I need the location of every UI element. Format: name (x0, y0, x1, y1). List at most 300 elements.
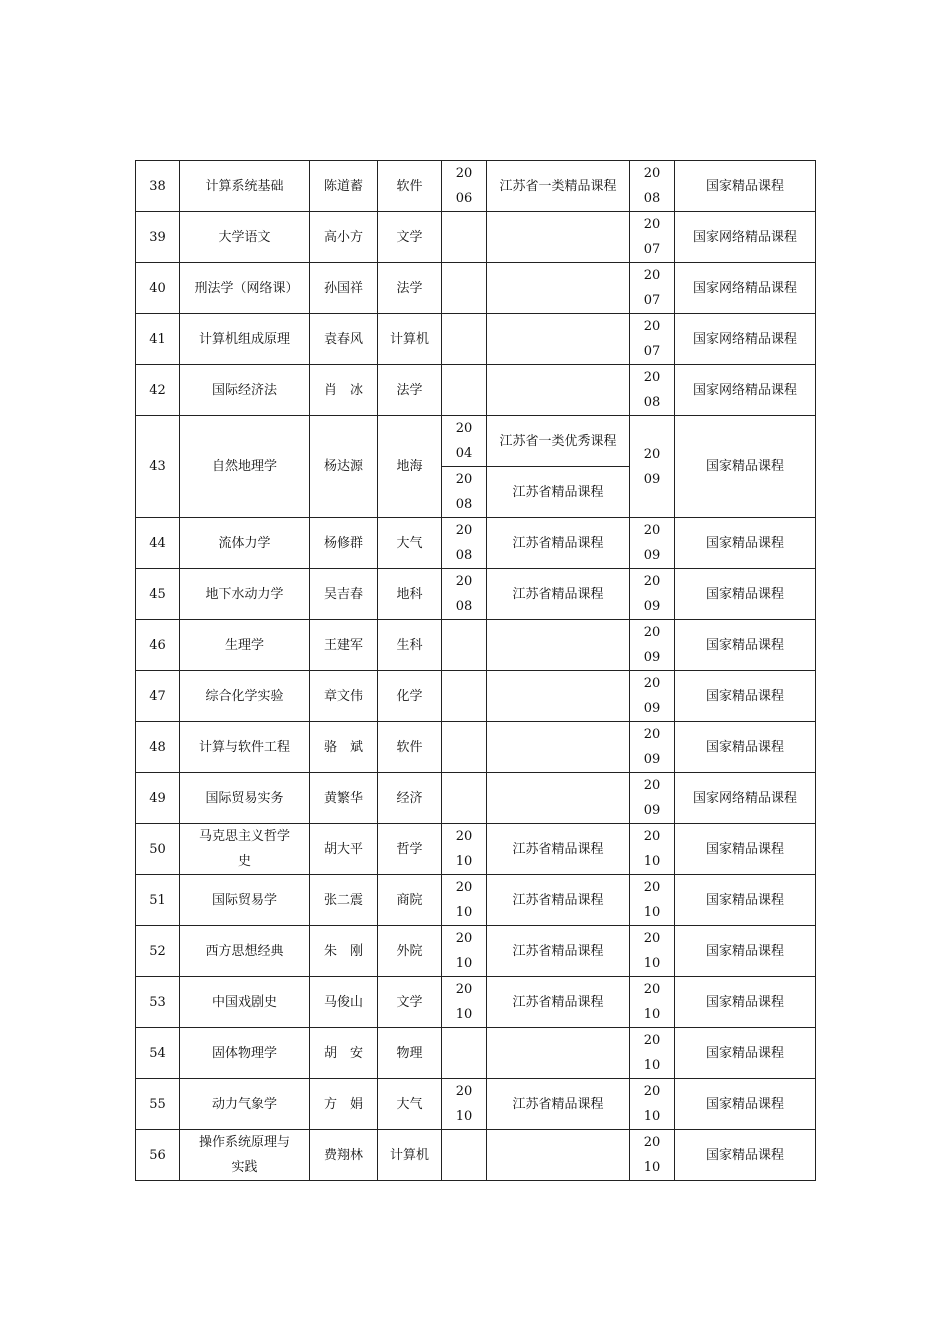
province-year (442, 977, 487, 1028)
national-level (675, 773, 816, 824)
teacher-name (310, 518, 378, 569)
province-level (487, 926, 630, 977)
row-number-text: 39 (149, 229, 166, 245)
province-level-text: 江苏省一类优秀课程 (499, 433, 617, 449)
row-number-text: 38 (149, 178, 166, 194)
department (378, 977, 442, 1028)
national-year (630, 263, 675, 314)
department-text: 计算机 (389, 1147, 429, 1163)
course-name-text: 大学语文 (218, 229, 271, 245)
row-number (136, 161, 180, 212)
department (378, 671, 442, 722)
province-year-text: 2008 (455, 472, 473, 512)
province-year-text: 2008 (455, 574, 473, 614)
national-year (630, 365, 675, 416)
table-row (136, 263, 816, 314)
row-number (136, 212, 180, 263)
department (378, 569, 442, 620)
province-year (442, 620, 487, 671)
table-row (136, 314, 816, 365)
teacher-name-text: 高小方 (323, 229, 363, 245)
national-year-text: 2010 (643, 931, 661, 971)
national-year-text: 2007 (643, 319, 661, 359)
teacher-name (310, 1028, 378, 1079)
province-level (487, 263, 630, 314)
teacher-name-text: 朱 刚 (323, 943, 363, 959)
course-name-text: 刑法学（网络课） (194, 280, 299, 296)
national-year (630, 722, 675, 773)
national-level-text: 国家精品课程 (705, 892, 784, 908)
national-year-text: 2009 (643, 625, 661, 665)
province-level (487, 824, 630, 875)
course-name (180, 263, 310, 314)
national-level (675, 314, 816, 365)
province-level (487, 416, 630, 467)
province-year-text: 2008 (455, 523, 473, 563)
course-name-text: 计算系统基础 (205, 178, 284, 194)
table-row (136, 365, 816, 416)
course-name (180, 518, 310, 569)
province-level-text: 江苏省精品课程 (512, 535, 604, 551)
national-year-text: 2009 (643, 727, 661, 767)
national-level-text: 国家精品课程 (705, 459, 784, 474)
course-name-text: 国际经济法 (211, 382, 277, 398)
department (378, 875, 442, 926)
row-number (136, 569, 180, 620)
department (378, 1079, 442, 1130)
province-year (442, 212, 487, 263)
national-year (630, 620, 675, 671)
teacher-name (310, 977, 378, 1028)
department-text: 地科 (396, 586, 423, 602)
national-year-text: 2010 (643, 829, 661, 869)
national-year (630, 671, 675, 722)
national-level-text: 国家精品课程 (705, 637, 784, 653)
department-text: 大气 (396, 535, 423, 551)
department-text: 哲学 (396, 841, 423, 857)
teacher-name-text: 马俊山 (323, 994, 363, 1010)
department-text: 软件 (396, 178, 423, 194)
national-year-text: 2009 (643, 676, 661, 716)
teacher-name-text: 方 娟 (323, 1096, 363, 1112)
table-row (136, 977, 816, 1028)
department (378, 620, 442, 671)
teacher-name (310, 365, 378, 416)
province-year (442, 263, 487, 314)
course-name (180, 1028, 310, 1079)
course-name (180, 1079, 310, 1130)
course-name (180, 824, 310, 875)
province-year-text: 2010 (455, 880, 473, 920)
teacher-name (310, 416, 378, 518)
province-year-text: 2006 (455, 166, 473, 206)
national-year (630, 161, 675, 212)
row-number-text: 51 (149, 892, 166, 908)
national-level (675, 977, 816, 1028)
national-level-text: 国家精品课程 (705, 841, 784, 857)
row-number-text: 54 (149, 1045, 166, 1061)
teacher-name-text: 黄繁华 (323, 790, 363, 806)
province-year (442, 569, 487, 620)
teacher-name (310, 722, 378, 773)
row-number (136, 263, 180, 314)
national-year (630, 569, 675, 620)
course-name (180, 212, 310, 263)
department-text: 文学 (396, 994, 423, 1010)
course-name-text: 计算与软件工程 (198, 739, 290, 755)
row-number-text: 49 (149, 790, 166, 806)
row-number-text: 52 (149, 943, 166, 959)
teacher-name-text: 章文伟 (323, 688, 363, 704)
course-name-text: 马克思主义哲学史 (198, 829, 290, 869)
province-year (442, 773, 487, 824)
row-number (136, 314, 180, 365)
national-level (675, 365, 816, 416)
department (378, 161, 442, 212)
teacher-name-text: 袁春风 (323, 331, 363, 347)
table-row (136, 671, 816, 722)
teacher-name (310, 671, 378, 722)
national-year (630, 1028, 675, 1079)
national-year-text: 2010 (643, 1033, 661, 1073)
national-year-text: 2009 (643, 778, 661, 818)
teacher-name-text: 杨达源 (323, 459, 363, 474)
table-row (136, 416, 816, 467)
teacher-name-text: 胡 安 (323, 1045, 363, 1061)
province-level (487, 569, 630, 620)
province-level-text: 江苏省精品课程 (512, 841, 604, 857)
row-number (136, 518, 180, 569)
national-year-text: 2009 (643, 574, 661, 614)
national-year (630, 926, 675, 977)
province-year (442, 875, 487, 926)
row-number-text: 42 (149, 382, 166, 398)
department-text: 软件 (396, 739, 423, 755)
national-year (630, 416, 675, 518)
province-year (442, 314, 487, 365)
national-level (675, 620, 816, 671)
department-text: 文学 (396, 229, 423, 245)
national-level (675, 671, 816, 722)
teacher-name-text: 陈道蓄 (323, 178, 363, 194)
national-level (675, 1079, 816, 1130)
department-text: 物理 (396, 1045, 423, 1061)
province-level (487, 875, 630, 926)
department (378, 1028, 442, 1079)
course-name-text: 流体力学 (218, 535, 271, 551)
course-name-text: 西方思想经典 (205, 943, 284, 959)
national-year (630, 212, 675, 263)
national-year-text: 2010 (643, 880, 661, 920)
row-number (136, 671, 180, 722)
national-level (675, 722, 816, 773)
national-level-text: 国家网络精品课程 (692, 331, 797, 347)
department-text: 生科 (396, 637, 423, 653)
department-text: 化学 (396, 688, 423, 704)
national-level (675, 875, 816, 926)
national-year (630, 773, 675, 824)
national-year (630, 1130, 675, 1181)
row-number (136, 620, 180, 671)
row-number-text: 45 (149, 586, 166, 602)
row-number (136, 1028, 180, 1079)
department (378, 212, 442, 263)
course-name (180, 416, 310, 518)
national-level (675, 926, 816, 977)
national-level (675, 824, 816, 875)
course-name-text: 地下水动力学 (205, 586, 284, 602)
province-level-text: 江苏省精品课程 (512, 484, 604, 500)
province-year (442, 365, 487, 416)
national-level-text: 国家网络精品课程 (692, 790, 797, 806)
department (378, 416, 442, 518)
province-year-text: 2004 (455, 421, 473, 461)
department-text: 大气 (396, 1096, 423, 1112)
course-name-text: 自然地理学 (211, 459, 277, 474)
table-row (136, 161, 816, 212)
province-year (442, 671, 487, 722)
national-level-text: 国家精品课程 (705, 994, 784, 1010)
table-row (136, 926, 816, 977)
national-level-text: 国家精品课程 (705, 586, 784, 602)
row-number (136, 875, 180, 926)
province-level (487, 1079, 630, 1130)
course-name-text: 综合化学实验 (205, 688, 284, 704)
row-number-text: 50 (149, 841, 166, 857)
national-year-text: 2010 (643, 982, 661, 1022)
teacher-name-text: 吴吉春 (323, 586, 363, 602)
national-year-text: 2007 (643, 217, 661, 257)
province-year (442, 161, 487, 212)
table-row (136, 824, 816, 875)
department-text: 计算机 (389, 331, 429, 347)
province-year-text: 2010 (455, 931, 473, 971)
row-number-text: 53 (149, 994, 166, 1010)
course-name (180, 977, 310, 1028)
course-name (180, 569, 310, 620)
row-number (136, 773, 180, 824)
national-level-text: 国家精品课程 (705, 178, 784, 194)
national-year-text: 2010 (643, 1084, 661, 1124)
national-year (630, 314, 675, 365)
table-body (136, 161, 816, 1181)
province-year-text: 2010 (455, 1084, 473, 1124)
national-level (675, 263, 816, 314)
national-year (630, 1079, 675, 1130)
teacher-name (310, 161, 378, 212)
province-level (487, 1130, 630, 1181)
province-level (487, 518, 630, 569)
row-number-text: 46 (149, 637, 166, 653)
national-year-text: 2008 (643, 166, 661, 206)
teacher-name-text: 肖 冰 (323, 382, 363, 398)
department-text: 法学 (396, 382, 423, 398)
course-name-text: 计算机组成原理 (198, 331, 290, 347)
row-number (136, 977, 180, 1028)
teacher-name (310, 875, 378, 926)
province-level (487, 212, 630, 263)
row-number-text: 48 (149, 739, 166, 755)
row-number-text: 55 (149, 1096, 166, 1112)
province-year (442, 722, 487, 773)
national-level (675, 518, 816, 569)
province-level (487, 365, 630, 416)
national-level (675, 1028, 816, 1079)
department (378, 773, 442, 824)
province-year (442, 1079, 487, 1130)
province-year (442, 1130, 487, 1181)
national-level-text: 国家精品课程 (705, 535, 784, 551)
teacher-name-text: 张二震 (323, 892, 363, 908)
province-level-text: 江苏省精品课程 (512, 892, 604, 908)
teacher-name (310, 926, 378, 977)
row-number-text: 44 (149, 535, 166, 551)
teacher-name-text: 杨修群 (323, 535, 363, 551)
national-year (630, 824, 675, 875)
teacher-name (310, 1079, 378, 1130)
row-number-text: 47 (149, 688, 166, 704)
table-row (136, 1028, 816, 1079)
table-row (136, 1130, 816, 1181)
province-year (442, 467, 487, 518)
course-name-text: 固体物理学 (211, 1045, 277, 1061)
row-number (136, 1130, 180, 1181)
teacher-name-text: 孙国祥 (323, 280, 363, 296)
province-year (442, 416, 487, 467)
national-level (675, 212, 816, 263)
row-number-text: 43 (149, 459, 166, 474)
table-row (136, 620, 816, 671)
national-level-text: 国家精品课程 (705, 1096, 784, 1112)
province-level (487, 620, 630, 671)
course-name-text: 动力气象学 (211, 1096, 277, 1112)
province-level (487, 1028, 630, 1079)
province-level (487, 467, 630, 518)
province-year (442, 518, 487, 569)
province-year (442, 1028, 487, 1079)
department (378, 365, 442, 416)
province-level (487, 722, 630, 773)
table-row (136, 722, 816, 773)
province-level (487, 773, 630, 824)
row-number (136, 722, 180, 773)
course-name-text: 国际贸易学 (211, 892, 277, 908)
province-level-text: 江苏省精品课程 (512, 994, 604, 1010)
national-level-text: 国家精品课程 (705, 739, 784, 755)
province-level (487, 671, 630, 722)
department-text: 外院 (396, 943, 423, 959)
national-level-text: 国家精品课程 (705, 1147, 784, 1163)
course-name-text: 中国戏剧史 (211, 994, 277, 1010)
department-text: 商院 (396, 892, 423, 908)
national-year-text: 2008 (643, 370, 661, 410)
row-number-text: 56 (149, 1147, 166, 1163)
table-row (136, 1079, 816, 1130)
department (378, 722, 442, 773)
national-year (630, 875, 675, 926)
national-year (630, 977, 675, 1028)
department (378, 263, 442, 314)
course-name (180, 926, 310, 977)
course-name-text: 生理学 (224, 637, 264, 653)
province-level (487, 314, 630, 365)
course-name-text: 操作系统原理与实践 (198, 1135, 290, 1175)
department (378, 314, 442, 365)
national-year-text: 2007 (643, 268, 661, 308)
teacher-name-text: 胡大平 (323, 841, 363, 857)
province-level-text: 江苏省精品课程 (512, 1096, 604, 1112)
national-level-text: 国家网络精品课程 (692, 229, 797, 245)
course-name (180, 365, 310, 416)
course-table (135, 160, 816, 1181)
teacher-name (310, 1130, 378, 1181)
province-level-text: 江苏省精品课程 (512, 943, 604, 959)
national-level (675, 161, 816, 212)
department (378, 824, 442, 875)
national-year-text: 2010 (643, 1135, 661, 1175)
table-row (136, 875, 816, 926)
table-row (136, 569, 816, 620)
table-row (136, 212, 816, 263)
table-row (136, 773, 816, 824)
national-year (630, 518, 675, 569)
teacher-name-text: 费翔林 (323, 1147, 363, 1163)
course-name-text: 国际贸易实务 (205, 790, 284, 806)
teacher-name (310, 620, 378, 671)
department-text: 地海 (396, 459, 423, 474)
row-number (136, 365, 180, 416)
course-name (180, 161, 310, 212)
national-level (675, 569, 816, 620)
table-row (136, 518, 816, 569)
national-year-text: 2009 (643, 446, 661, 487)
teacher-name (310, 263, 378, 314)
province-level-text: 江苏省精品课程 (512, 586, 604, 602)
teacher-name-text: 王建军 (323, 637, 363, 653)
national-level-text: 国家网络精品课程 (692, 280, 797, 296)
national-level-text: 国家精品课程 (705, 943, 784, 959)
row-number (136, 416, 180, 518)
row-number (136, 824, 180, 875)
teacher-name (310, 824, 378, 875)
course-name (180, 722, 310, 773)
national-level-text: 国家网络精品课程 (692, 382, 797, 398)
province-level (487, 161, 630, 212)
department (378, 518, 442, 569)
course-name (180, 875, 310, 926)
province-year-text: 2010 (455, 982, 473, 1022)
national-level-text: 国家精品课程 (705, 688, 784, 704)
course-name (180, 1130, 310, 1181)
province-year-text: 2010 (455, 829, 473, 869)
national-year-text: 2009 (643, 523, 661, 563)
national-level (675, 1130, 816, 1181)
province-level-text: 江苏省一类精品课程 (499, 178, 617, 194)
course-name (180, 773, 310, 824)
teacher-name (310, 773, 378, 824)
department-text: 法学 (396, 280, 423, 296)
teacher-name (310, 212, 378, 263)
row-number (136, 926, 180, 977)
teacher-name-text: 骆 斌 (323, 739, 363, 755)
row-number-text: 41 (149, 331, 166, 347)
department-text: 经济 (396, 790, 423, 806)
province-level (487, 977, 630, 1028)
row-number-text: 40 (149, 280, 166, 296)
course-name (180, 314, 310, 365)
province-year (442, 824, 487, 875)
teacher-name (310, 569, 378, 620)
